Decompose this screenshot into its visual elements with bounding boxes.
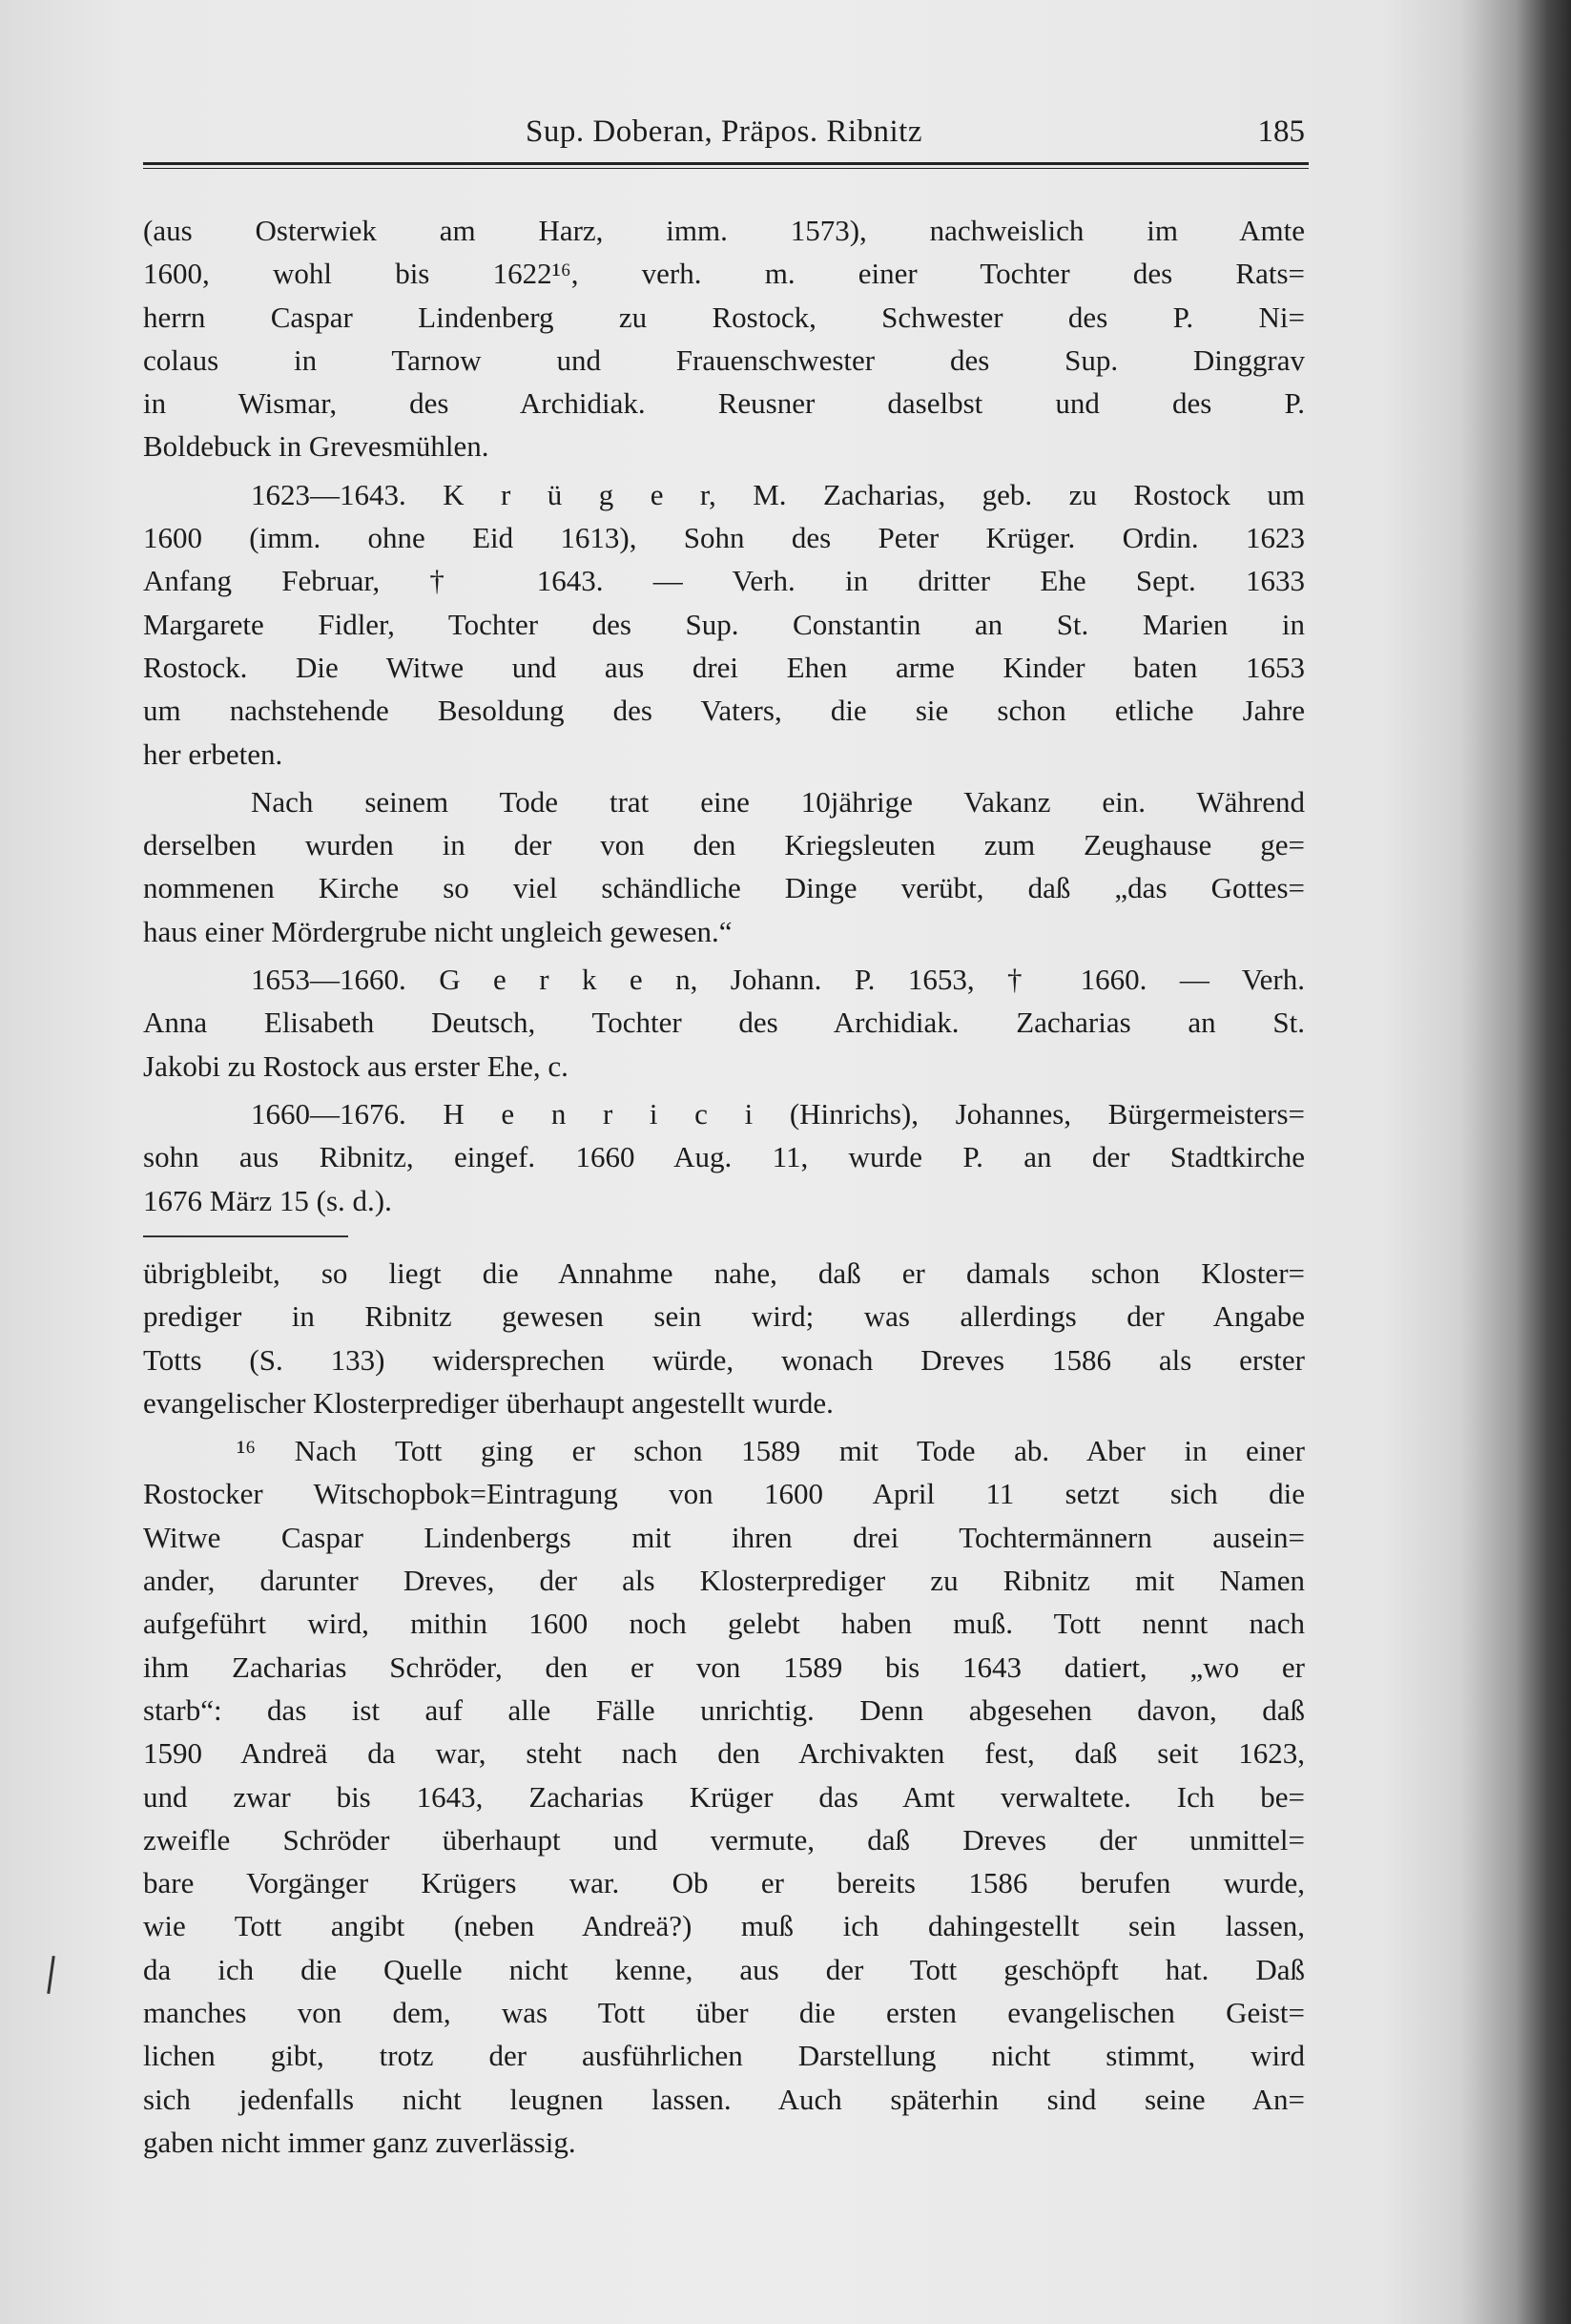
- margin-pencil-mark: [47, 1956, 55, 1994]
- body-paragraph: [143, 1092, 1305, 1222]
- body-line: Rostock. Die Witwe und aus drei Ehen arme Kinder baten 1653: [143, 650, 1305, 684]
- footnote-line: zweifle Schröder überhaupt und vermute, daß Dreves der unmittel=: [143, 1822, 1305, 1857]
- running-header: [143, 113, 1305, 160]
- header-rule: [143, 162, 1309, 165]
- footnote-line: gaben nicht immer ganz zuverlässig.: [143, 2125, 576, 2159]
- footnote-line: starb“: das ist auf alle Fälle unrichtig. Denn abgesehen davon, daß: [143, 1692, 1305, 1727]
- footnote-paragraph: [143, 1252, 1305, 1424]
- body-line: 1660—1676. H e n r i c i (Hinrichs), Johannes, Bürgermeisters=: [251, 1096, 1305, 1131]
- body-paragraph: [143, 958, 1305, 1088]
- body-line: 1653—1660. G e r k e n, Johann. P. 1653, † 1660. — Verh.: [251, 963, 1305, 997]
- body-line: in Wismar, des Archidiak. Reusner daselbst und des P.: [143, 386, 1305, 421]
- footnote-line: bare Vorgänger Krügers war. Ob er bereits 1586 berufen wurde,: [143, 1866, 1305, 1900]
- footnote-line: übrigbleibt, so liegt die Annahme nahe, daß er damals schon Kloster=: [143, 1256, 1305, 1290]
- body-line: haus einer Mördergrube nicht ungleich gewesen.“: [143, 914, 733, 948]
- footnote-separator: [143, 1235, 348, 1237]
- body-line: herrn Caspar Lindenberg zu Rostock, Schwester des P. Ni=: [143, 300, 1305, 334]
- main-text: [143, 204, 1305, 1222]
- body-line: 1600 (imm. ohne Eid 1613), Sohn des Peter Krüger. Ordin. 1623: [143, 521, 1305, 555]
- footnote-line: sich jedenfalls nicht leugnen lassen. Auch späterhin sind seine An=: [143, 2082, 1305, 2116]
- body-line: Anna Elisabeth Deutsch, Tochter des Archidiak. Zacharias an St.: [143, 1006, 1305, 1040]
- body-line: nommenen Kirche so viel schändliche Dinge verübt, daß „das Gottes=: [143, 871, 1305, 905]
- body-line: her erbeten.: [143, 737, 283, 771]
- body-line: derselben wurden in der von den Kriegsleuten zum Zeughause ge=: [143, 828, 1305, 862]
- footnote-line: manches von dem, was Tott über die ersten evangelischen Geist=: [143, 1996, 1305, 2030]
- footnote-line: evangelischer Klosterprediger überhaupt angestellt wurde.: [143, 1385, 834, 1420]
- body-line: Jakobi zu Rostock aus erster Ehe, c.: [143, 1048, 568, 1083]
- footnote-paragraph: [143, 1429, 1305, 2164]
- body-line: 1623—1643. K r ü g e r, M. Zacharias, geb. zu Rostock um: [251, 477, 1305, 511]
- body-paragraph: [143, 780, 1305, 953]
- body-line: sohn aus Ribnitz, eingef. 1660 Aug. 11, wurde P. an der Stadtkirche: [143, 1140, 1305, 1174]
- body-line: Nach seinem Tode trat eine 10jährige Vakanz ein. Während: [251, 784, 1305, 819]
- footnote-line: ¹⁶ Nach Tott ging er schon 1589 mit Tode ab. Aber in einer: [237, 1434, 1305, 1468]
- footnote-line: und zwar bis 1643, Zacharias Krüger das Amt verwaltete. Ich be=: [143, 1779, 1305, 1814]
- footnote-line: da ich die Quelle nicht kenne, aus der Tott geschöpft hat. Daß: [143, 1952, 1305, 1986]
- footnote-line: Witwe Caspar Lindenbergs mit ihren drei Tochtermännern ausein=: [143, 1520, 1305, 1554]
- body-line: Margarete Fidler, Tochter des Sup. Constantin an St. Marien in: [143, 607, 1305, 641]
- body-line: 1600, wohl bis 1622¹⁶, verh. m. einer Tochter des Rats=: [143, 257, 1305, 291]
- footnote-line: ander, darunter Dreves, der als Klosterprediger zu Ribnitz mit Namen: [143, 1564, 1305, 1598]
- footnote-line: Totts (S. 133) widersprechen würde, wonach Dreves 1586 als erster: [143, 1342, 1305, 1377]
- footnote-line: wie Tott angibt (neben Andreä?) muß ich dahingestellt sein lassen,: [143, 1909, 1305, 1943]
- body-line: colaus in Tarnow und Frauenschwester des Sup. Dinggrav: [143, 342, 1305, 377]
- body-line: 1676 März 15 (s. d.).: [143, 1183, 392, 1217]
- footnote-line: prediger in Ribnitz gewesen sein wird; was allerdings der Angabe: [143, 1299, 1305, 1334]
- body-line: Anfang Februar, † 1643. — Verh. in dritter Ehe Sept. 1633: [143, 564, 1305, 598]
- footnotes: [143, 1247, 1305, 2164]
- footnote-line: aufgeführt wird, mithin 1600 noch gelebt haben muß. Tott nennt nach: [143, 1607, 1305, 1641]
- body-line: Boldebuck in Grevesmühlen.: [143, 429, 489, 464]
- footnote-line: lichen gibt, trotz der ausführlichen Darstellung nicht stimmt, wird: [143, 2039, 1305, 2073]
- header-rule-thin: [143, 168, 1309, 169]
- running-title: Sup. Doberan, Präpos. Ribnitz: [526, 114, 922, 149]
- footnote-line: 1590 Andreä da war, steht nach den Archivakten fest, daß seit 1623,: [143, 1736, 1305, 1771]
- footnote-line: Rostocker Witschopbok=Eintragung von 1600 April 11 setzt sich die: [143, 1477, 1305, 1511]
- body-line: (aus Osterwiek am Harz, imm. 1573), nachweislich im Amte: [143, 214, 1305, 247]
- body-paragraph: [143, 473, 1305, 776]
- page-number: 185: [1257, 114, 1305, 149]
- body-line: um nachstehende Besoldung des Vaters, die sie schon etliche Jahre: [143, 694, 1305, 728]
- body-paragraph: [143, 209, 1305, 468]
- footnote-line: ihm Zacharias Schröder, den er von 1589 bis 1643 datiert, „wo er: [143, 1650, 1305, 1684]
